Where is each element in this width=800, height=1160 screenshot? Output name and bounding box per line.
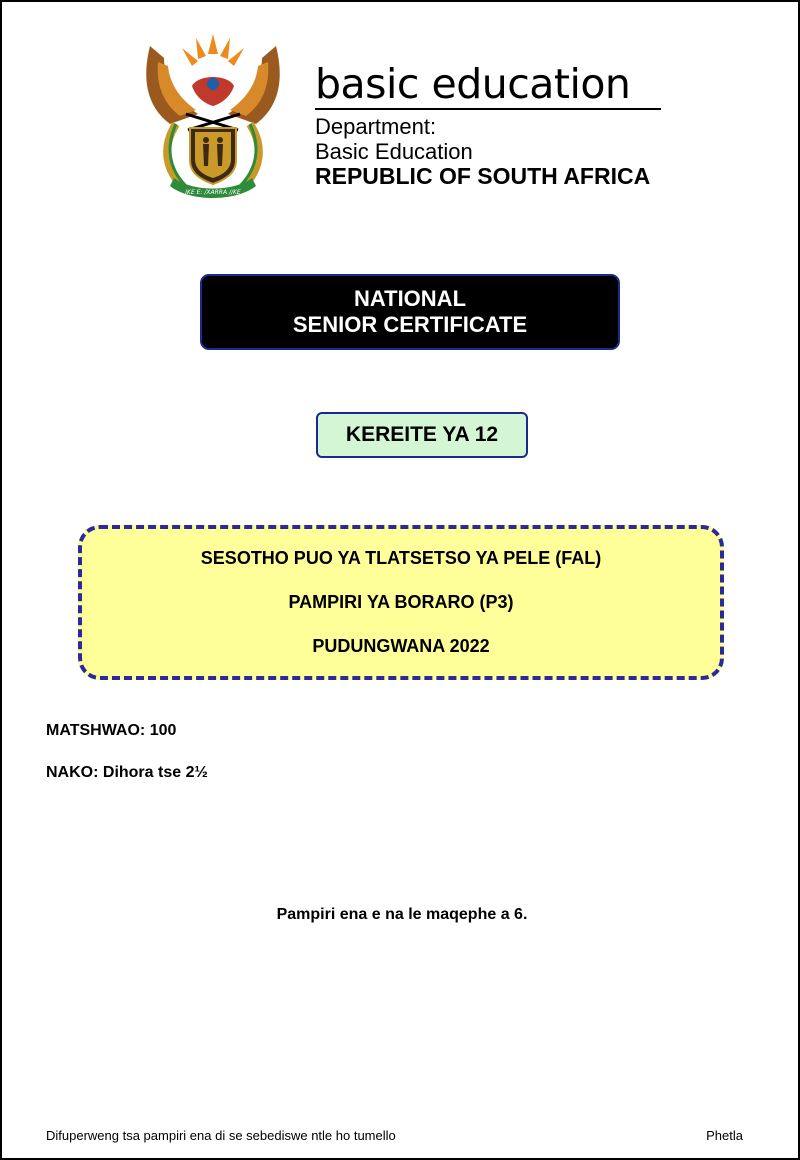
certificate-line-1: NATIONAL [353,286,467,311]
certificate-banner [200,274,620,350]
turn-over-label: Phetla [706,1128,743,1143]
svg-text:IKE E: /XARRA //KE: IKE E: /XARRA //KE [185,189,241,196]
paper-title: PAMPIRI YA BORARO (P3) [288,591,514,612]
marks-info: MATSHWAO: 100 [46,722,177,739]
subject-box [78,525,724,680]
sun-rays [182,34,244,66]
brand-title: basic education [315,60,661,110]
exam-session: PUDUNGWANA 2022 [312,635,490,656]
time-info: NAKO: Dihora tse 2½ [46,764,208,781]
page-count-note: Pampiri ena e na le maqephe a 6. [276,906,528,923]
grade-badge [316,412,528,458]
certificate-line-2: SENIOR CERTIFICATE [292,312,528,337]
coat-of-arms-icon [140,28,286,204]
department-label: Department: [315,114,437,139]
department-brand [315,60,665,189]
department-name: Basic Education [315,139,473,164]
grade-label: KEREITE YA 12 [345,423,499,446]
subject-title: SESOTHO PUO YA TLATSETSO YA PELE (FAL) [200,548,602,569]
country-name: REPUBLIC OF SOUTH AFRICA [315,163,651,189]
copyright-notice: Difuperweng tsa pampiri ena di se sebediswe ntle ho tumello [46,1128,396,1143]
